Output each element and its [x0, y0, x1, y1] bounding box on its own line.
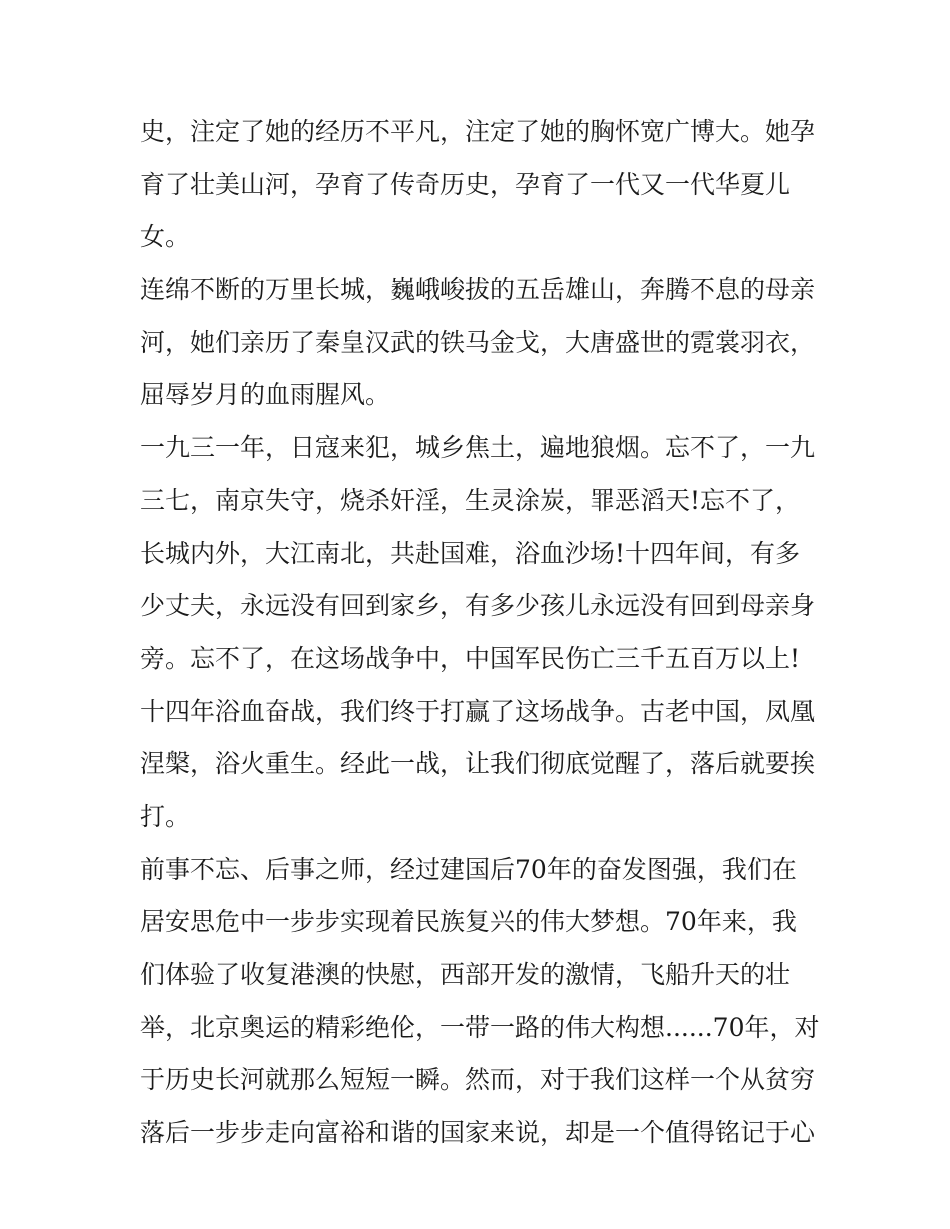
text-line: 女。 — [140, 222, 191, 252]
text-line: 前事不忘、后事之师，经过建国后70年的奋发图强，我们在 — [140, 854, 797, 884]
text-line: 河，她们亲历了秦皇汉武的铁马金戈，大唐盛世的霓裳羽衣， — [140, 327, 816, 357]
text-line: 一九三一年，日寇来犯，城乡焦土，遍地狼烟。忘不了，一九 — [140, 433, 816, 463]
text-line: 们体验了收复港澳的快慰，西部开发的激情，飞船升天的壮 — [140, 960, 791, 989]
text-line: 落后一步步走向富裕和谐的国家来说，却是一个值得铭记于心 — [140, 1118, 816, 1148]
text-line: 涅槃，浴火重生。经此一战，让我们彻底觉醒了，落后就要挨 — [140, 749, 816, 779]
text-line: 举，北京奥运的精彩绝伦，一带一路的伟大构想......70年，对 — [140, 1012, 820, 1042]
text-line: 少丈夫，永远没有回到家乡，有多少孩儿永远没有回到母亲身 — [140, 591, 816, 621]
body-text — [140, 106, 820, 1160]
text-line: 屈辱岁月的血雨腥风。 — [140, 380, 391, 410]
text-line: 育了壮美山河，孕育了传奇历史，孕育了一代又一代华夏儿 — [140, 169, 791, 199]
text-line: 连绵不断的万里长城，巍峨峻拔的五岳雄山，奔腾不息的母亲 — [140, 275, 816, 305]
text-line: 史，注定了她的经历不平凡，注定了她的胸怀宽广博大。她孕 — [140, 117, 816, 146]
text-line: 十四年浴血奋战，我们终于打赢了这场战争。古老中国，凤凰 — [140, 696, 816, 726]
text-line: 打。 — [140, 801, 191, 831]
text-line: 三七，南京失守，烧杀奸淫，生灵涂炭，罪恶滔天!忘不了， — [140, 485, 801, 515]
text-line: 长城内外，大江南北，共赴国难，浴血沙场!十四年间，有多 — [140, 538, 801, 568]
text-line: 居安思危中一步步实现着民族复兴的伟大梦想。70年来，我 — [140, 907, 797, 937]
text-line: 旁。忘不了，在这场战争中，中国军民伤亡三千五百万以上! — [140, 643, 801, 673]
text-line: 于历史长河就那么短短一瞬。然而，对于我们这样一个从贫穷 — [140, 1065, 816, 1095]
